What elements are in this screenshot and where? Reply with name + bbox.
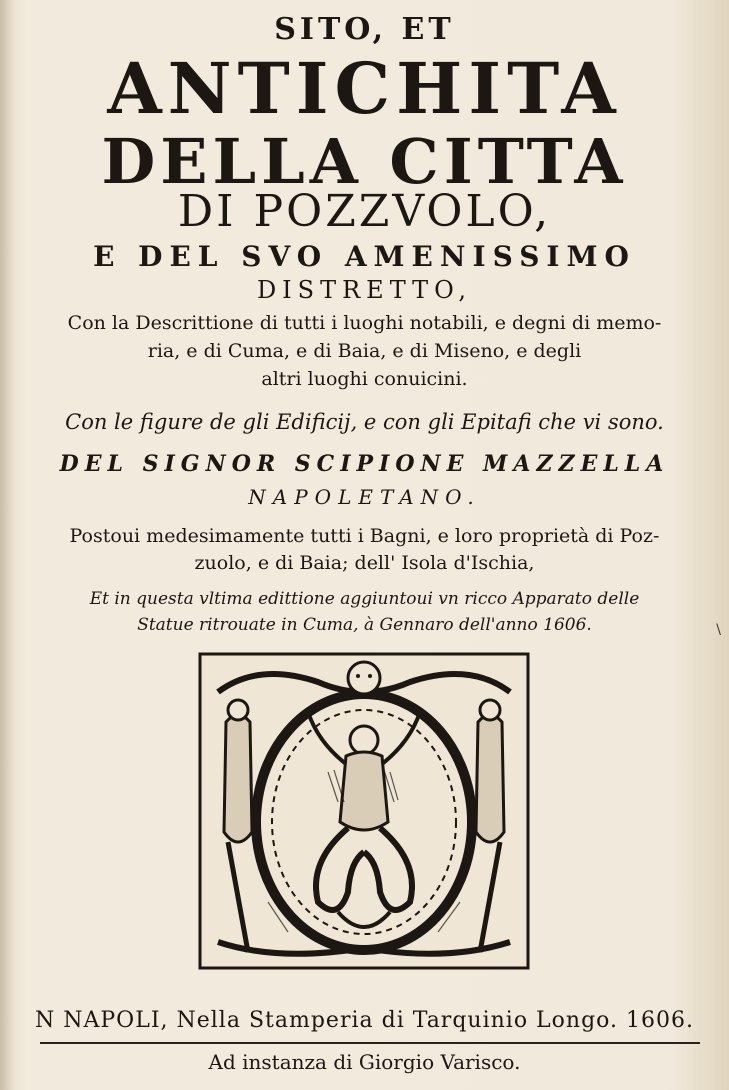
title-line-5: E DEL SVO AMENISSIMO <box>93 240 636 273</box>
title-line-2: ANTICHITA <box>107 47 622 130</box>
author-line-2: NAPOLETANO. <box>248 485 481 509</box>
printer-device-woodcut-icon <box>198 652 530 970</box>
imprint-rule <box>40 1042 700 1044</box>
figures-note: Con le figure de gli Edificij, e con gli Epitafi che vi sono. <box>65 410 664 434</box>
author-line-1: DEL SIGNOR SCIPIONE MAZZELLA <box>59 451 670 477</box>
instance-line: Ad instanza di Giorgio Varisco. <box>208 1050 521 1074</box>
description-line-2: ria, e di Cuma, e di Baia, e di Miseno, e degli <box>147 340 582 362</box>
title-line-4: DI POZZVOLO, <box>177 186 552 237</box>
edition-line-2: Statue ritrouate in Cuma, à Gennaro dell'anno 1606. <box>137 615 592 635</box>
description-line-1: Con la Descrittione di tutti i luoghi notabili, e degni di memo- <box>67 312 662 334</box>
title-line-1: SITO, ET <box>274 12 455 47</box>
description-line-3: altri luoghi conuicini. <box>261 368 468 390</box>
title-line-3: DELLA CITTA <box>101 125 628 198</box>
edition-line-1: Et in questa vltima edittione aggiuntoui vn ricco Apparato delle <box>89 589 640 609</box>
title-line-6: DISTRETTO, <box>256 276 473 304</box>
margin-mark: \ <box>716 622 721 638</box>
imprint-line: N NAPOLI, Nella Stamperia di Tarquinio Longo. 1606. <box>35 1008 694 1033</box>
baths-line-1: Postoui medesimamente tutti i Bagni, e loro proprietà di Poz- <box>69 525 660 547</box>
baths-line-2: zuolo, e di Baia; dell' Isola d'Ischia, <box>194 552 535 574</box>
